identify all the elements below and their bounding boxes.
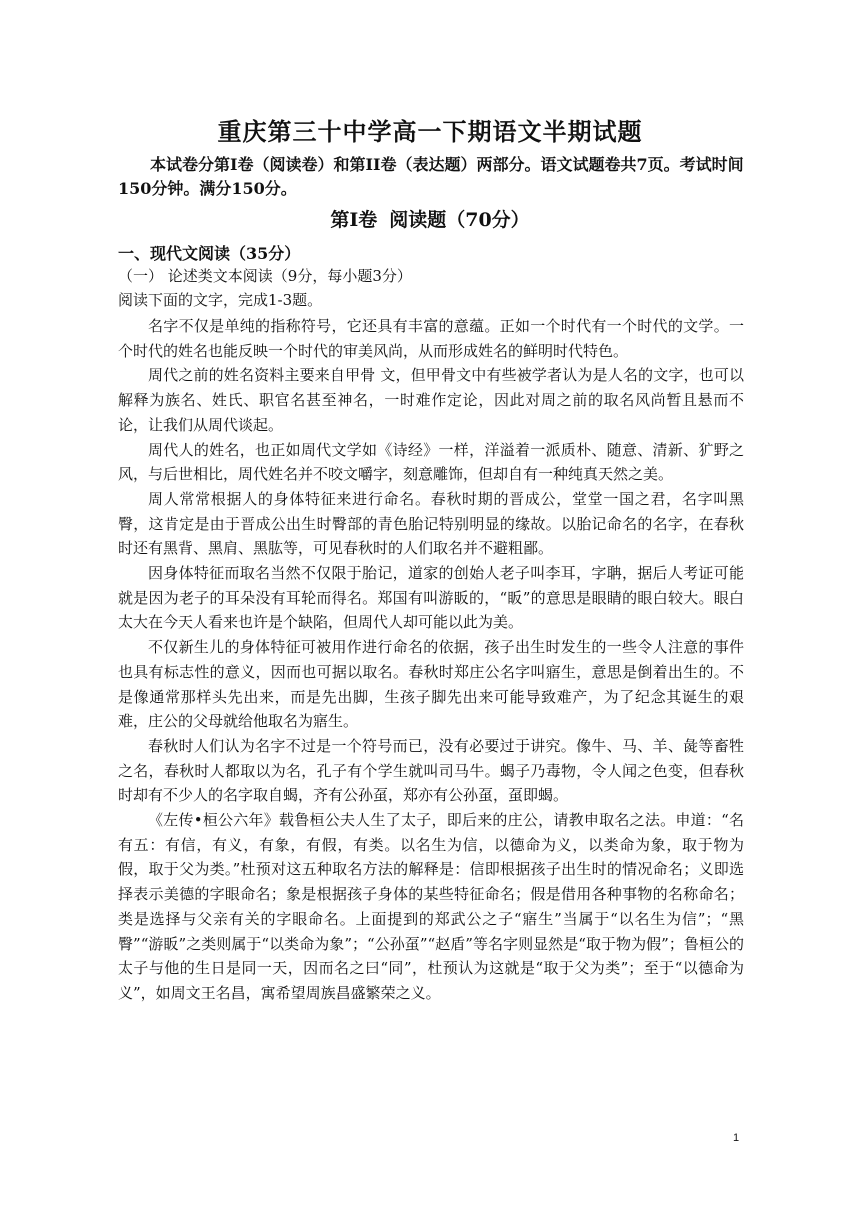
part-label: 第Ⅰ卷 <box>330 209 378 231</box>
passage-paragraph: 周代人的姓名，也正如周代文学如《诗经》一样，洋溢着一派质朴、随意、清新、犷野之风，与后世相比，周代姓名并不咬文嚼字，刻意雕饰，但却自有一种纯真天然之美。 <box>118 440 744 484</box>
reading-instruction: 阅读下面的文字，完成1-3题。 <box>118 291 323 309</box>
passage-paragraph: 名字不仅是单纯的指称符号，它还具有丰富的意蕴。正如一个时代有一个时代的文学。一个时代的姓名也能反映一个时代的审美风尚，从而形成姓名的鲜明时代特色。 <box>118 317 744 360</box>
passage-paragraph: 周人常常根据人的身体特征来进行命名。春秋时期的晋成公，堂堂一国之君，名字叫黑臀，这肯定是由于晋成公出生时臀部的青色胎记特别明显的缘故。以胎记命名的名字，在春秋时还有黑背、黑肩、黑肱等，可见春秋时的人们取名并不避粗鄙。 <box>118 489 744 558</box>
section-heading: 一、现代文阅读（35分） <box>118 244 301 263</box>
passage-paragraph: 因身体特征而取名当然不仅限于胎记，道家的创始人老子叫李耳，字聃，据后人考证可能就是因为老子的耳朵没有耳轮而得名。郑国有叫游眅的，“眅”的意思是眼睛的眼白较大。眼白太大在今天人看来也许是个缺陷，但周代人却可能以此为美。 <box>118 564 744 632</box>
exam-title: 重庆第三十中学高一下期语文半期试题 <box>217 117 643 146</box>
exam-intro: 本试卷分第Ⅰ卷（阅读卷）和第II卷（表达题）两部分。语文试题卷共7页。考试时间150分钟。满分150分。 <box>118 155 744 198</box>
subsection-heading: （一） 论述类文本阅读（9分，每小题3分） <box>118 267 412 285</box>
part-heading <box>0 205 860 232</box>
passage-paragraph: 周代之前的姓名资料主要来自甲骨 文，但甲骨文中有些被学者认为是人名的文字，也可以解释为族名、姓氏、职官名甚至神名，一时难作定论，因此对周之前的取名风尚暂且悬而不论，让我们从周代谈起。 <box>118 366 744 434</box>
part-title: 阅读题（70分） <box>389 209 530 231</box>
passage-paragraph: 不仅新生儿的身体特征可被用作进行命名的依据，孩子出生时发生的一些令人注意的事件也具有标志性的意义，因而也可据以取名。春秋时郑庄公名字叫寤生，意思是倒着出生的。不是像通常那样头先出来，而是先出脚，生孩子脚先出来可能导致难产，为了纪念其诞生的艰难，庄公的父母就给他取名为寤生。 <box>118 638 744 731</box>
passage-paragraph: 《左传•桓公六年》载鲁桓公夫人生了太子，即后来的庄公，请教申取名之法。申道：“名有五：有信，有义，有象，有假，有类。以名生为信，以德命为义，以类命为象，取于物为假，取于父为类。”杜预对这五种取名方法的解释是：信即根据孩子出生时的情况命名；义即选择表示美德的字眼命名；象是根据孩子身体的某些特征命名；假是借用各种事物的名称命名；类是选择与父亲有关的字眼命名。上面提到的郑武公之子“寤生”当属于“以名生为信”；“黑臀”“游眅”之类则属于“以类命为象”；“公孙虿”“赵盾”等名字则显然是“取于物为假”；鲁桓公的太子与他的生日是同一天，因而名之曰“同”，杜预认为这就是“取于父为类”；至于“以德命为义”，如周文王名昌，寓希望周族昌盛繁荣之义。 <box>118 811 744 1002</box>
page-number: 1 <box>733 1132 740 1144</box>
reading-passage <box>118 314 744 1006</box>
passage-paragraph: 春秋时人们认为名字不过是一个符号而已，没有必要过于讲究。像牛、马、羊、彘等畜牲之名，春秋时人都取以为名，孔子有个学生就叫司马牛。蝎子乃毒物，令人闻之色变，但春秋时却有不少人的名字取自蝎，齐有公孙虿，郑亦有公孙虿，虿即蝎。 <box>118 736 744 805</box>
